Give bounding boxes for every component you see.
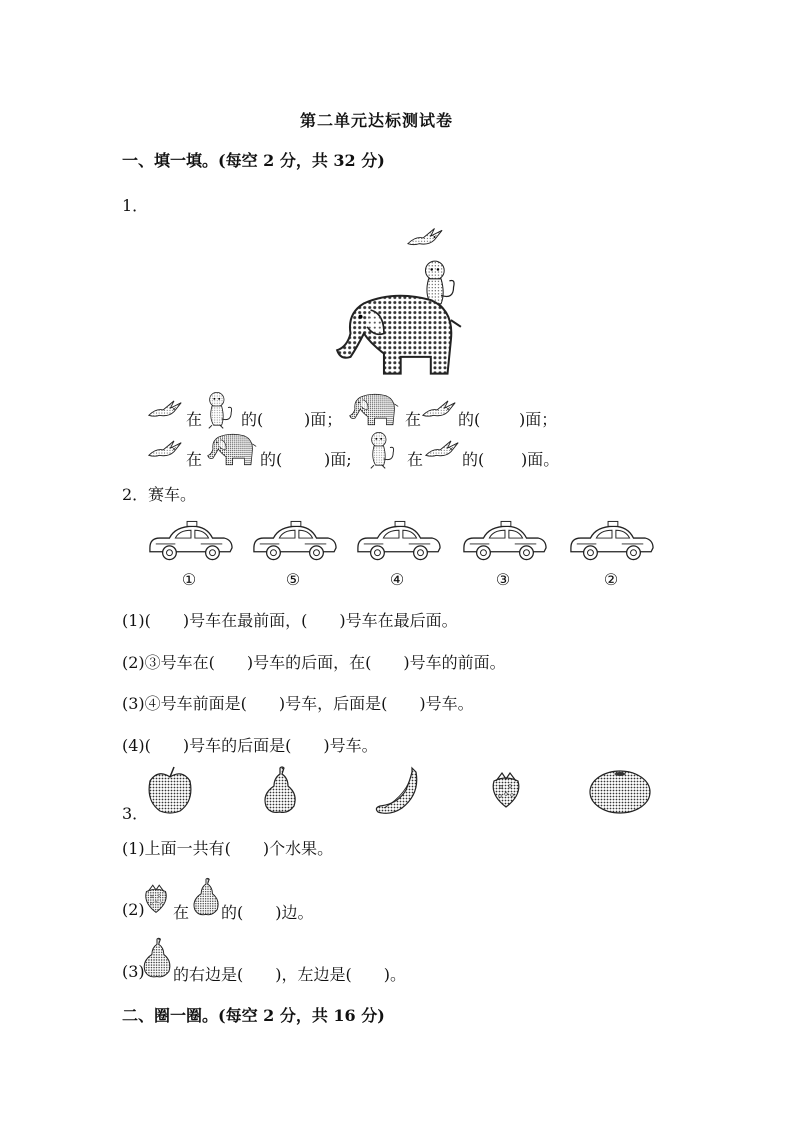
q1-row1-word-de-2: 的(: [458, 410, 481, 429]
pear-icon: [260, 763, 300, 815]
elephant-icon: [337, 296, 461, 374]
car-number-label: ②: [603, 570, 619, 589]
bird-icon: [408, 228, 442, 244]
q3-line-2-prefix: (2): [122, 900, 145, 919]
q3-line-1: (1)上面一共有( )个水果。: [122, 839, 334, 858]
monkey-icon: [366, 430, 398, 470]
strawberry-icon: [486, 767, 526, 811]
q1-row1-word-mian: )面；: [304, 410, 343, 429]
elephant-monkey-bird-illustration: [312, 222, 477, 382]
question-3-number: 3．: [122, 804, 149, 823]
q3-line-3-suffix: 的右边是( )，左边是( )。: [173, 965, 406, 984]
q2-line-3: (3)④号车前面是( )号车，后面是( )号车。: [122, 694, 474, 713]
car-number-label: ⑤: [285, 570, 301, 589]
q1-row2-word-mian: )面;: [324, 450, 352, 469]
bird-icon: [424, 434, 460, 464]
monkey-icon: [204, 390, 236, 430]
elephant-icon: [202, 432, 258, 468]
q3-line-2-zai: 在: [173, 903, 190, 922]
q2-line-4: (4)( )号车的后面是( )号车。: [122, 736, 378, 755]
q2-line-1: (1)( )号车在最前面，( )号车在最后面。: [122, 611, 458, 630]
elephant-icon: [344, 392, 400, 428]
bird-icon: [147, 434, 183, 464]
car-icon: [250, 518, 338, 563]
car-number-label: ④: [389, 570, 405, 589]
q1-row2-word-zai-2: 在: [407, 450, 424, 469]
q1-row2-word-mian-2: )面。: [521, 450, 560, 469]
q1-row2-word-de: 的(: [260, 450, 283, 469]
car-number-label: ③: [495, 570, 511, 589]
car-number-label: ①: [181, 570, 197, 589]
q3-line-2-suffix: 的( )边。: [221, 903, 314, 922]
q2-line-2: (2)③号车在( )号车的后面，在( )号车的前面。: [122, 653, 506, 672]
pear-icon: [140, 934, 174, 980]
q1-row1-word-zai: 在: [186, 410, 203, 429]
q1-row2-word-de-2: 的(: [462, 450, 485, 469]
strawberry-icon: [140, 880, 172, 916]
q1-row2-word-zai: 在: [186, 450, 203, 469]
pear-icon: [190, 874, 222, 918]
bird-icon: [421, 394, 457, 424]
bird-icon: [147, 394, 183, 424]
q1-row1-word-mian-2: )面；: [519, 410, 558, 429]
question-2-number: 2．: [122, 485, 149, 504]
orange-icon: [588, 768, 652, 814]
question-2-label: 赛车。: [148, 485, 197, 504]
question-1-number: 1．: [122, 196, 149, 215]
car-icon: [354, 518, 442, 563]
car-icon: [146, 518, 234, 563]
section-1-heading: 一、填一填。(每空 2 分，共 32 分): [122, 151, 385, 170]
car-icon: [567, 518, 655, 563]
apple-icon: [146, 765, 194, 815]
q1-row1-word-de: 的(: [241, 410, 264, 429]
car-icon: [460, 518, 548, 563]
q3-line-3-prefix: (3): [122, 962, 145, 981]
section-2-heading: 二、圈一圈。(每空 2 分，共 16 分): [122, 1006, 385, 1025]
banana-icon: [372, 764, 424, 816]
q1-row1-word-zai-2: 在: [405, 410, 422, 429]
page-title: 第二单元达标测试卷: [300, 111, 454, 130]
